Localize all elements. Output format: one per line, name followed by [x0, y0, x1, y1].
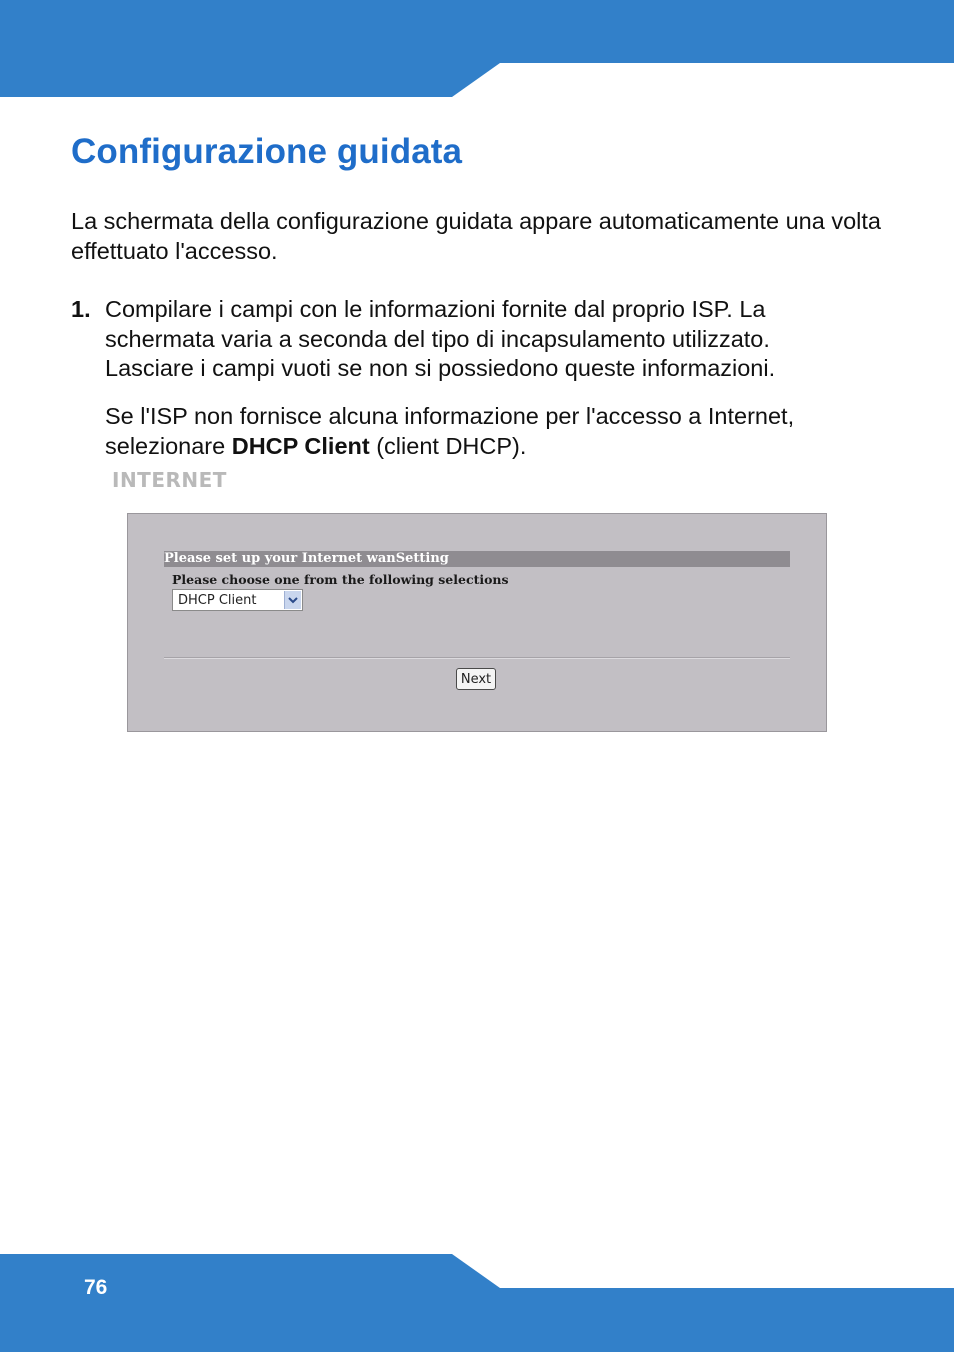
step-note-suffix: (client DHCP).: [369, 432, 527, 459]
step-number: 1.: [71, 296, 91, 322]
encapsulation-select[interactable]: [172, 589, 303, 611]
panel-divider: [164, 657, 790, 659]
chevron-down-glyph: [288, 596, 298, 604]
screenshot-title: INTERNET: [112, 468, 227, 492]
header-band: [0, 0, 954, 98]
footer-band: [0, 1254, 954, 1352]
page-number: 76: [84, 1276, 108, 1299]
footer-band-shape: [0, 1254, 954, 1352]
choose-label: Please choose one from the following selections: [172, 572, 509, 587]
wan-setting-bar-text: Please set up your Internet wanSetting: [164, 551, 449, 566]
step-note-prefix: Se l'ISP non fornisce alcuna informazione per l'accesso a Internet, selezionare: [105, 403, 795, 459]
wan-setting-bar: [164, 551, 790, 567]
next-button[interactable]: Next: [456, 668, 496, 690]
header-band-shape: [0, 0, 954, 98]
page-title: Configurazione guidata: [71, 132, 463, 171]
wizard-screenshot: [107, 465, 831, 737]
chevron-down-icon[interactable]: [284, 591, 301, 609]
intro-paragraph: La schermata della configurazione guidata appare automaticamente una volta effettuato l'accesso.: [71, 208, 881, 264]
step-note: [105, 402, 885, 461]
step-text: Compilare i campi con le informazioni fornite dal proprio ISP. La schermata varia a seconda del tipo di incapsulamento utilizzato. Lasciare i campi vuoti se non si possiedono queste informazioni.: [105, 296, 776, 381]
encapsulation-select-value: DHCP Client: [178, 593, 257, 608]
step-note-bold: DHCP Client: [231, 432, 370, 459]
wizard-panel: [127, 513, 827, 732]
